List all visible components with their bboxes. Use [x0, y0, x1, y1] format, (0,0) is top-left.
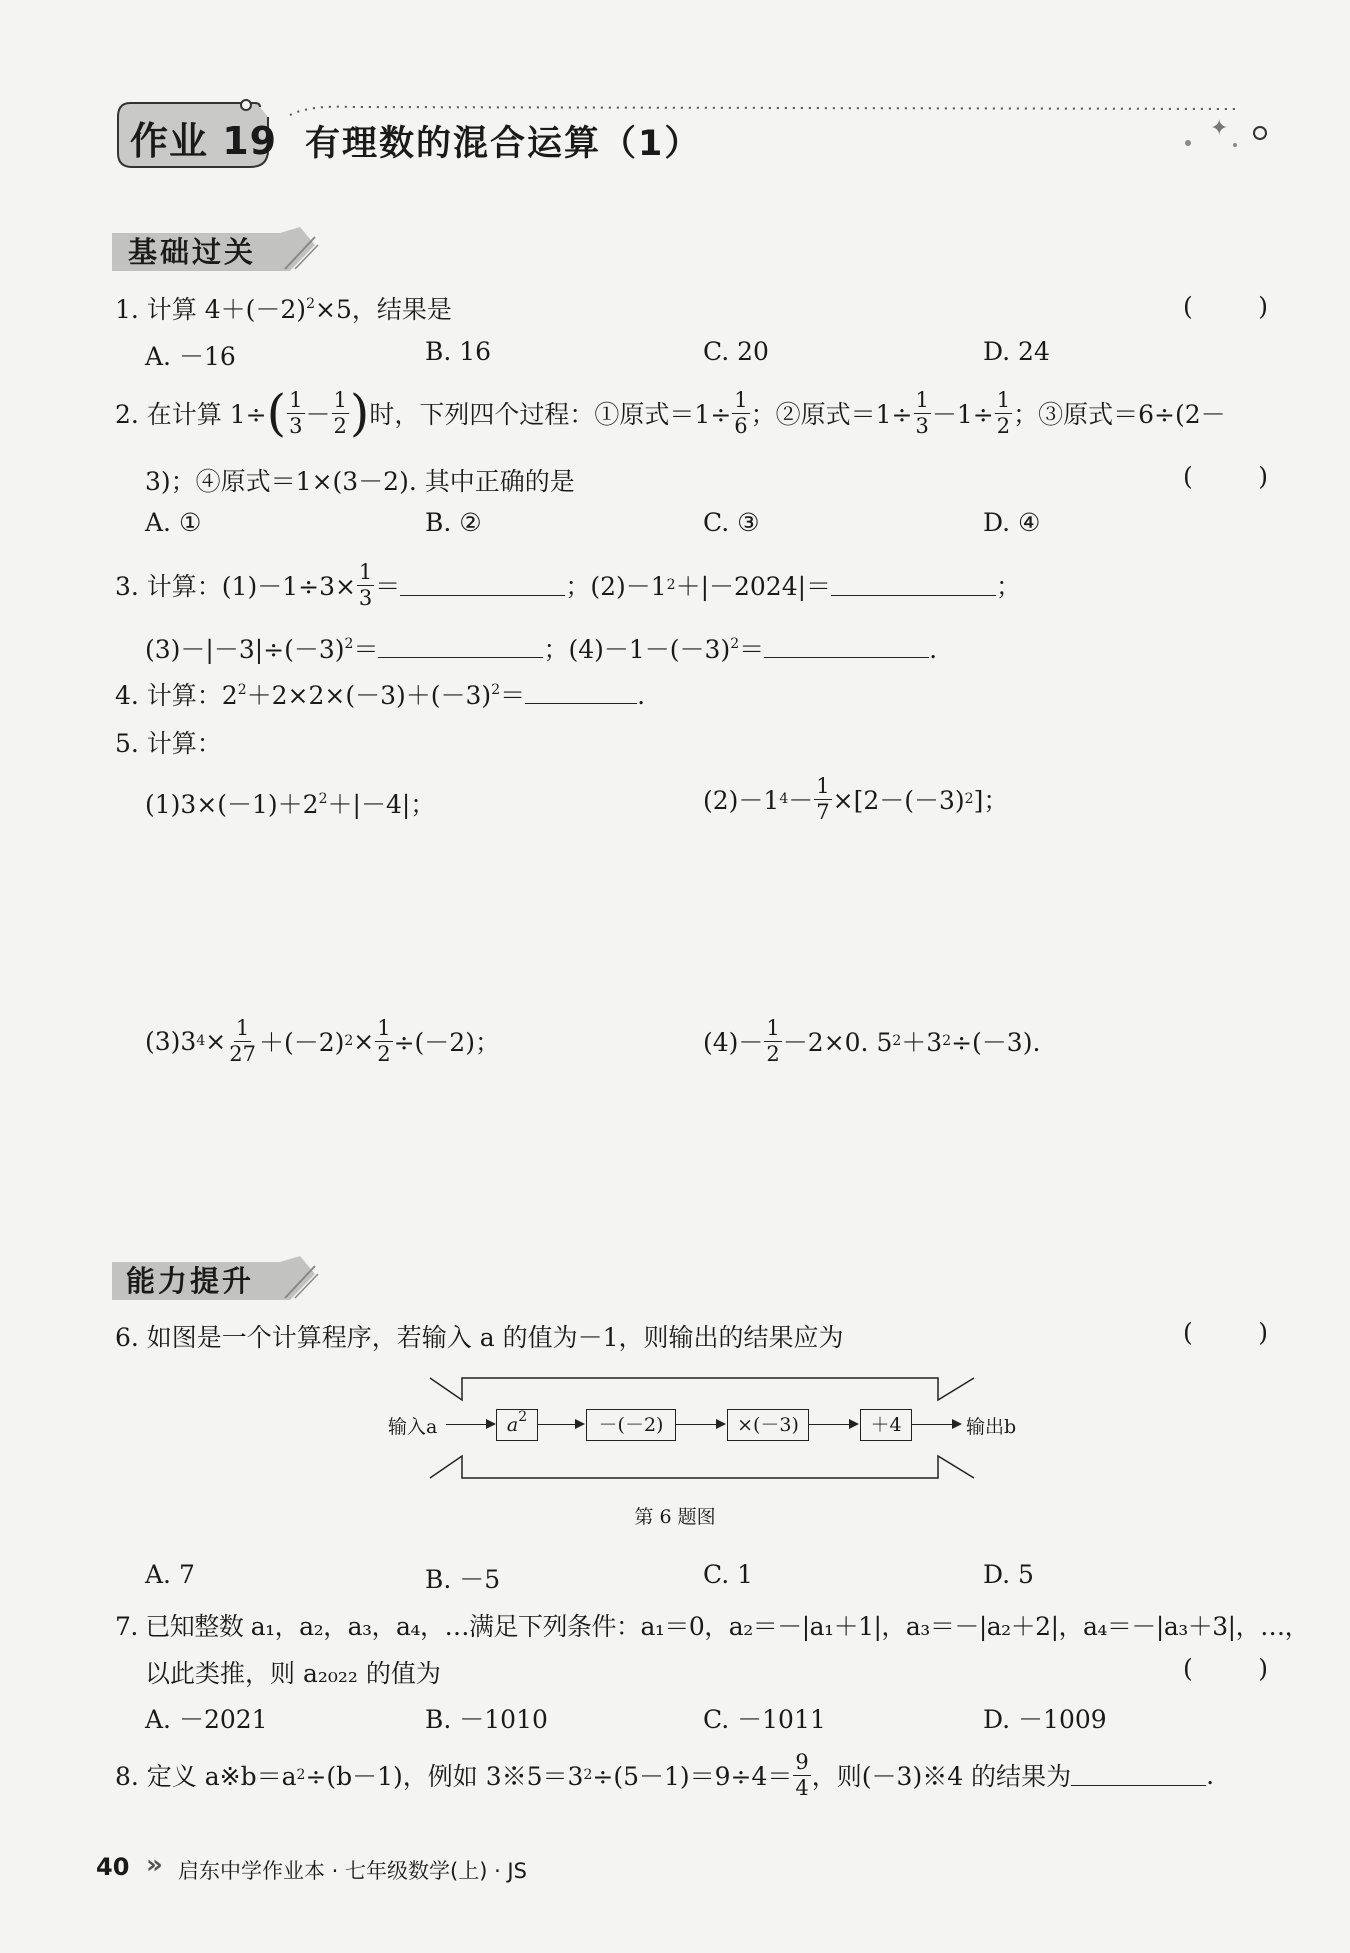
flowchart-box-subtract: －(－2): [586, 1409, 676, 1441]
option-a[interactable]: A. －16: [145, 342, 236, 371]
book-title: 启东中学作业本 · 七年级数学(上) · JS: [178, 1859, 527, 1883]
question-8: 8. 定义 a※b＝a 2 ÷(b－1)，例如 3※5＝3 2 ÷(5－1)＝9÷4＝ $\frac{9}{4}$ ，则(－3)※4 的结果为 .: [115, 1749, 1215, 1800]
question-5-part-3: (3)3 4 × $\frac{1}{27}$ ＋(－2) 2 × $\frac{1}{2}$ ÷(－2)；: [145, 1015, 500, 1066]
answer-blank-3-3[interactable]: [378, 637, 543, 658]
answer-paren-2[interactable]: ( ): [1183, 462, 1268, 491]
answer-blank-3-1[interactable]: [400, 575, 565, 596]
question-1-stem: 1. 计算 $4+(-2)^2\times 5$，结果是: [115, 295, 452, 324]
arrow-icon: [446, 1424, 494, 1425]
question-3-line2: $(3)-|-3|\div(-3)^2=$ ；$(4)-1-(-3)^2=$ .: [145, 635, 938, 664]
question-3-line1: 3. 计算：(1)－1÷3× $\frac{1}{3}$ ＝ ；(2)－1 2 ＋|－2024|＝ ；: [115, 559, 1022, 610]
figure-caption: 第 6 题图: [634, 1506, 716, 1528]
question-6-stem: 6. 如图是一个计算程序，若输入 a 的值为－1，则输出的结果应为: [115, 1323, 844, 1352]
option-c[interactable]: C. 1: [703, 1560, 754, 1589]
option-b[interactable]: B. 16: [425, 337, 492, 366]
svg-text:✦: ✦: [1210, 116, 1229, 141]
chevron-right-icon: »: [146, 1850, 163, 1880]
answer-blank-3-4[interactable]: [764, 637, 929, 658]
flowchart-output: 输出b: [966, 1416, 1017, 1438]
answer-blank-3-2[interactable]: [831, 575, 996, 596]
option-b[interactable]: B. －5: [425, 1565, 501, 1594]
question-5-part-2: (2)－1 4 － $\frac{1}{7}$ ×[2－(－3) 2 ]；: [703, 773, 1009, 824]
section-title-advanced: 能力提升: [126, 1264, 255, 1298]
answer-paren-7[interactable]: ( ): [1183, 1654, 1268, 1683]
option-c[interactable]: C. －1011: [703, 1705, 826, 1734]
option-d[interactable]: D. 5: [983, 1560, 1034, 1589]
arrow-icon: [676, 1424, 724, 1425]
option-a[interactable]: A. －2021: [145, 1705, 268, 1734]
option-a[interactable]: A. ①: [145, 508, 202, 537]
section-title-basic: 基础过关: [128, 235, 257, 269]
answer-paren-1[interactable]: ( ): [1183, 292, 1268, 321]
question-2-line2: 3)；④原式＝1×(3－2). 其中正确的是: [145, 467, 575, 496]
arrow-icon: [538, 1424, 583, 1425]
flowchart-box-multiply: ×(－3): [727, 1409, 809, 1441]
flowchart-input: 输入a: [388, 1416, 438, 1438]
option-a[interactable]: A. 7: [145, 1560, 195, 1589]
option-c[interactable]: C. 20: [703, 337, 769, 366]
option-c[interactable]: C. ③: [703, 508, 760, 537]
page-title: 有理数的混合运算（1）: [305, 124, 702, 164]
arrow-icon: [912, 1424, 960, 1425]
option-d[interactable]: D. 24: [983, 337, 1050, 366]
option-d[interactable]: D. －1009: [983, 1705, 1107, 1734]
question-7-line1: 7. 已知整数 a₁，a₂，a₃，a₄，…满足下列条件：a₁＝0，a₂＝－|a₁＋1|，a₃＝－|a₂＋2|，a₄＝－|a₃＋3|，…，: [115, 1612, 1310, 1641]
option-b[interactable]: B. －1010: [425, 1705, 548, 1734]
assignment-badge: 作业 19: [130, 119, 278, 163]
question-2-stem: 2. 在计算 1÷ ( $\frac{1}{3}$ － $\frac{1}{2}$ ) 时，下列四个过程：①原式＝1÷ $\frac{1}{6}$ ；②原式＝1÷ $\frac{1}{3}$ －1÷ $\frac{1}{2}$ ；③原式＝6÷(2－: [115, 384, 1226, 442]
page-number: 40: [96, 1853, 130, 1881]
answer-blank-8[interactable]: [1071, 1765, 1206, 1786]
answer-blank-4[interactable]: [525, 683, 637, 704]
answer-paren-6[interactable]: ( ): [1183, 1318, 1268, 1347]
flowchart-box-square: $a^2$: [496, 1409, 538, 1441]
question-5-part-4: (4)－ $\frac{1}{2}$ －2×0. 5 2 ＋3 2 ÷(－3).: [703, 1015, 1041, 1066]
option-d[interactable]: D. ④: [983, 508, 1041, 537]
question-5-part-1: $(1)3\times(-1)+2^2+|-4|$；: [145, 790, 436, 819]
question-4: 4. 计算：$2^2+2\times 2\times(-3)+(-3)^2=$ .: [115, 681, 646, 710]
question-5-title: 5. 计算：: [115, 729, 222, 758]
arrow-icon: [809, 1424, 857, 1425]
question-7-line2: 以此类推，则 a₂₀₂₂ 的值为: [145, 1659, 441, 1688]
option-b[interactable]: B. ②: [425, 508, 482, 537]
flowchart-box-add: ＋4: [860, 1409, 912, 1441]
